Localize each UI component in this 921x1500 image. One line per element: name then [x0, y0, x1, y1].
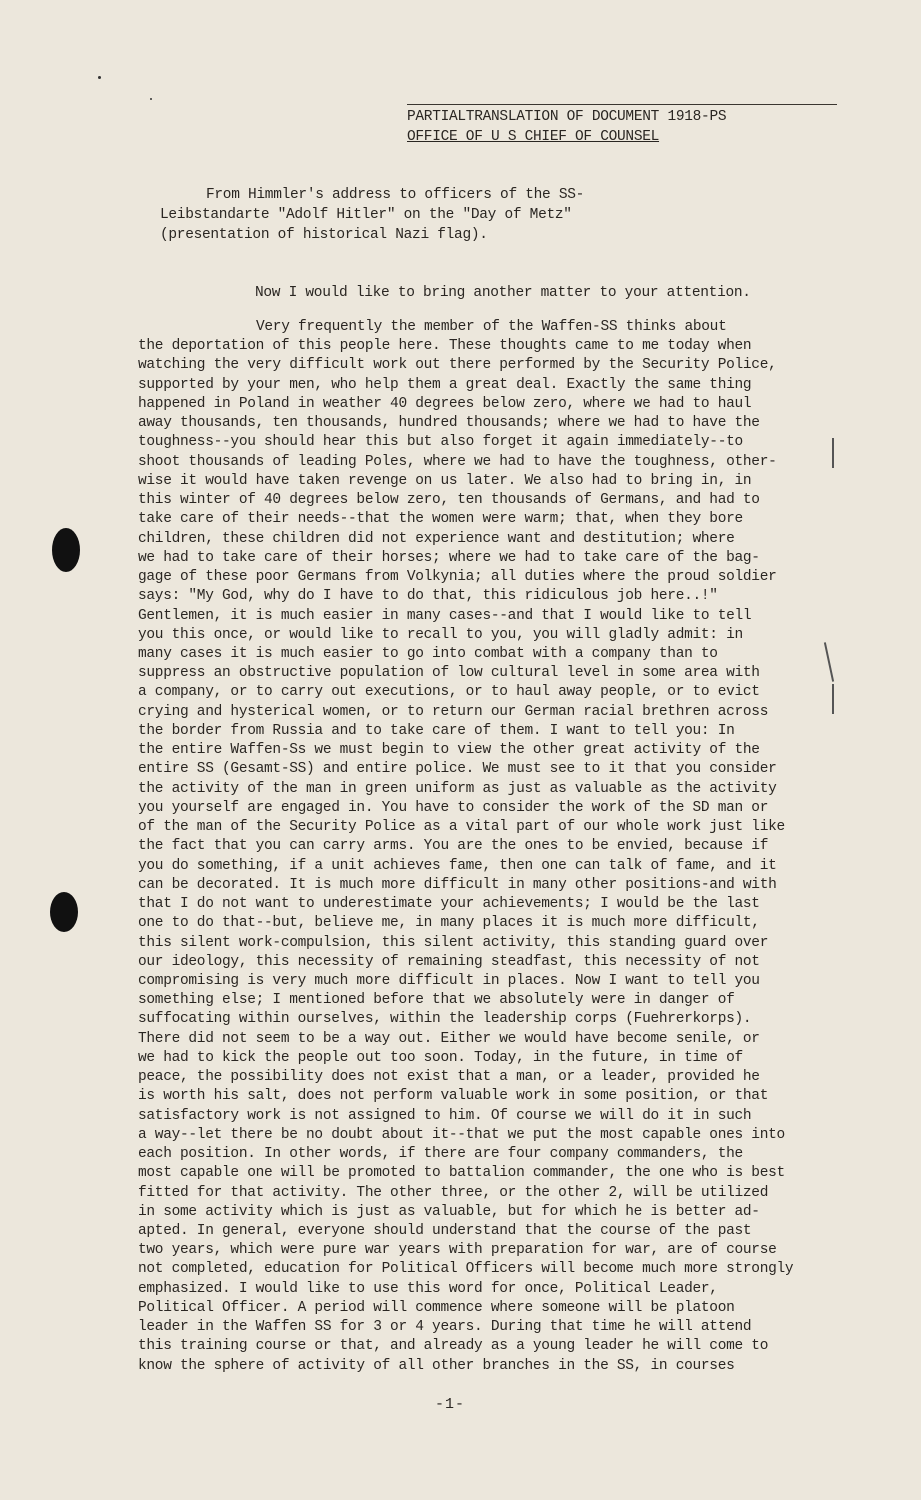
body-line: the deportation of this people here. These thoughts came to me today when	[138, 338, 752, 355]
body-line: you do something, if a unit achieves fame, then one can talk of fame, and it	[138, 857, 777, 874]
body-line: can be decorated. It is much more difficult in many other positions-and with	[138, 876, 777, 893]
body-line: that I do not want to underestimate your achievements; I would be the last	[138, 896, 760, 913]
body-line: wise it would have taken revenge on us later. We also had to bring in, in	[138, 472, 752, 489]
body-line: two years, which were pure war years with preparation for war, are of course	[138, 1242, 777, 1259]
body-line: happened in Poland in weather 40 degrees below zero, where we had to haul	[138, 395, 752, 412]
body-line: in some activity which is just as valuable, but for which he is better ad-	[138, 1203, 760, 1220]
body-line: shoot thousands of leading Poles, where we had to have the toughness, other-	[138, 453, 777, 470]
body-line: we had to take care of their horses; where we had to take care of the bag-	[138, 549, 760, 566]
intro-line: (presentation of historical Nazi flag).	[160, 227, 488, 243]
body-line: There did not seem to be a way out. Either we would have become senile, or	[138, 1030, 760, 1047]
body-line: not completed, education for Political Officers will become much more strongly	[138, 1261, 794, 1278]
body-line: fitted for that activity. The other three, or the other 2, will be utilized	[138, 1184, 769, 1201]
body-line: this winter of 40 degrees below zero, ten thousands of Germans, and had to	[138, 492, 760, 509]
body-line: peace, the possibility does not exist that a man, or a leader, provided he	[138, 1069, 760, 1086]
body-line: a way--let there be no doubt about it--that we put the most capable ones into	[138, 1126, 785, 1143]
lead-sentence: Now I would like to bring another matter to your attention.	[255, 285, 751, 301]
body-line: each position. In other words, if there are four company commanders, the	[138, 1146, 743, 1163]
body-line: children, these children did not experience want and destitution; where	[138, 530, 735, 547]
body-line: emphasized. I would like to use this word for once, Political Leader,	[138, 1280, 718, 1297]
body-line: you yourself are engaged in. You have to consider the work of the SD man or	[138, 799, 769, 816]
body-line: one to do that--but, believe me, in many places it is much more difficult,	[138, 915, 760, 932]
body-line: satisfactory work is not assigned to him. Of course we will do it in such	[138, 1107, 752, 1124]
document-header	[407, 104, 837, 147]
body-line: toughness--you should hear this but also forget it again immediately--to	[138, 434, 743, 451]
body-line: the border from Russia and to take care of them. I want to tell you: In	[138, 722, 735, 739]
body-line: a company, or to carry out executions, or to haul away people, or to evict	[138, 684, 760, 701]
body-line: our ideology, this necessity of remaining steadfast, this necessity of not	[138, 953, 760, 970]
body-line: compromising is very much more difficult in places. Now I want to tell you	[138, 972, 760, 989]
header-line-2: OFFICE OF U S CHIEF OF COUNSEL	[407, 129, 660, 145]
intro-line: Leibstandarte "Adolf Hitler" on the "Day of Metz"	[160, 207, 572, 223]
body-line: Gentlemen, it is much easier in many cases--and that I would like to tell	[138, 607, 752, 624]
punch-hole-bottom	[50, 892, 78, 932]
body-line: suffocating within ourselves, within the leadership corps (Fuehrerkorps).	[138, 1011, 752, 1028]
body-text	[138, 318, 868, 1376]
body-line: take care of their needs--that the women were warm; that, when they bore	[138, 511, 743, 528]
body-line: this silent work-compulsion, this silent activity, this standing guard over	[138, 934, 769, 951]
body-line: leader in the Waffen SS for 3 or 4 years. During that time he will attend	[138, 1319, 752, 1336]
page-number: -1-	[435, 1396, 466, 1413]
header-line-1: PARTIALTRANSLATION OF DOCUMENT 1918-PS	[407, 109, 727, 125]
body-line: Political Officer. A period will commence where someone will be platoon	[138, 1299, 735, 1316]
body-line: entire SS (Gesamt-SS) and entire police. We must see to it that you consider	[138, 761, 777, 778]
speck-mark	[150, 98, 152, 100]
intro-paragraph	[160, 185, 720, 245]
speck-mark	[98, 76, 101, 79]
body-line: Very frequently the member of the Waffen-SS thinks about	[256, 319, 727, 335]
body-line: you this once, or would like to recall to you, you will gladly admit: in	[138, 626, 743, 643]
body-line: the activity of the man in green uniform as just as valuable as the activity	[138, 780, 777, 797]
body-line: know the sphere of activity of all other branches in the SS, in courses	[138, 1357, 735, 1374]
body-line: supported by your men, who help them a great deal. Exactly the same thing	[138, 376, 752, 393]
body-line: is worth his salt, does not perform valuable work in some position, or that	[138, 1088, 769, 1105]
body-line: says: "My God, why do I have to do that, this ridiculous job here..!"	[138, 588, 718, 605]
body-line: most capable one will be promoted to battalion commander, the one who is best	[138, 1165, 785, 1182]
body-line: the fact that you can carry arms. You are the ones to be envied, because if	[138, 838, 769, 855]
body-line: something else; I mentioned before that we absolutely were in danger of	[138, 992, 735, 1009]
body-line: of the man of the Security Police as a vital part of our whole work just like	[138, 819, 785, 836]
body-line: crying and hysterical women, or to return our German racial brethren across	[138, 703, 769, 720]
punch-hole-top	[52, 528, 80, 572]
body-line: away thousands, ten thousands, hundred thousands; where we had to have the	[138, 415, 760, 432]
body-line: watching the very difficult work out there performed by the Security Police,	[138, 357, 777, 374]
body-line: suppress an obstructive population of low cultural level in some area with	[138, 665, 760, 682]
body-line: gage of these poor Germans from Volkynia; all duties where the proud soldier	[138, 569, 777, 586]
body-line: the entire Waffen-Ss we must begin to view the other great activity of the	[138, 742, 760, 759]
intro-line: From Himmler's address to officers of the SS-	[206, 187, 585, 203]
body-line: we had to kick the people out too soon. Today, in the future, in time of	[138, 1049, 743, 1066]
body-line: this training course or that, and already as a young leader he will come to	[138, 1338, 769, 1355]
body-line: many cases it is much easier to go into combat with a company than to	[138, 645, 718, 662]
body-line: apted. In general, everyone should understand that the course of the past	[138, 1223, 752, 1240]
